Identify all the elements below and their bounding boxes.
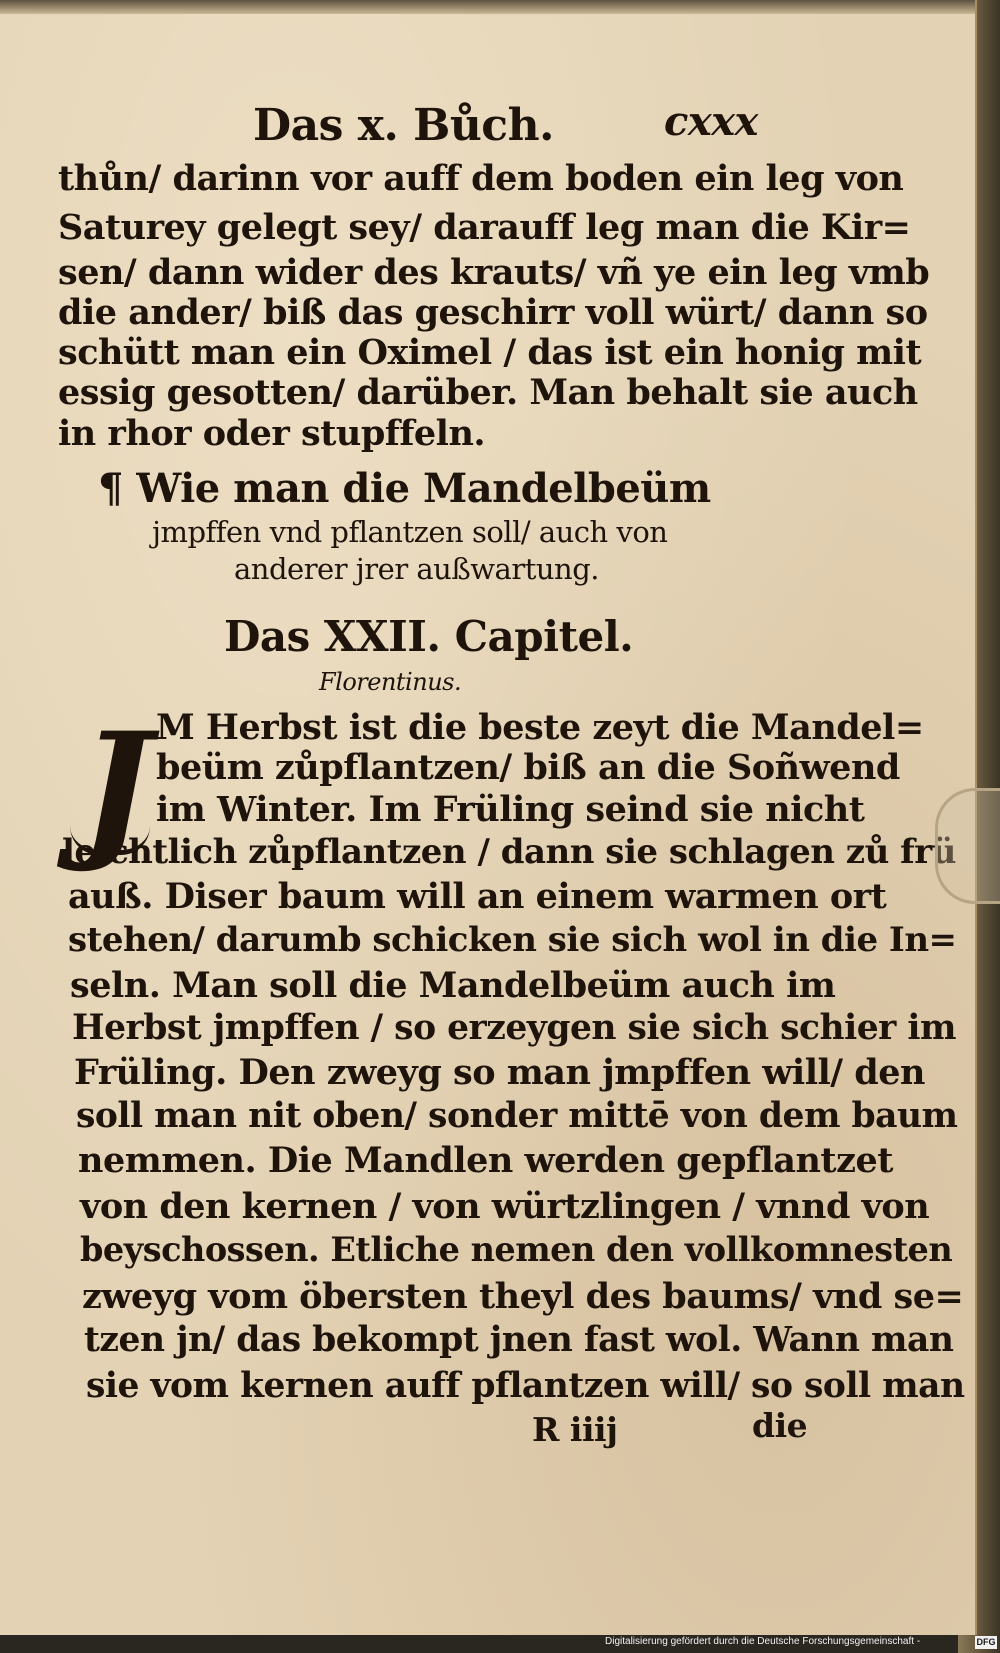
page-top-shadow [0, 0, 975, 14]
body-line: Herbst jmpffen / so erzeygen sie sich schier im [72, 1008, 956, 1048]
body-line: beyschossen. Etliche nemen den vollkomnesten [80, 1230, 953, 1269]
signature-mark: R iiij [532, 1410, 618, 1449]
body-line: im Winter. Im Früling seind sie nicht [156, 789, 865, 830]
body-line: von den kernen / von würtzlingen / vnnd von [80, 1186, 930, 1227]
body-line: beüm zůpflantzen/ biß an die Soñwend [156, 747, 900, 788]
digitization-credit: Digitalisierung gefördert durch die Deutsche Forschungsgemeinschaft - [605, 1636, 921, 1647]
body-line: schütt man ein Oximel / das ist ein honig mit [58, 332, 922, 373]
section-subheading-line: anderer jrer außwartung. [234, 552, 599, 586]
body-line: Früling. Den zweyg so man jmpffen will/ den [74, 1052, 925, 1093]
body-line: sie vom kernen auff pflantzen will/ so soll man [86, 1366, 965, 1406]
body-line: nemmen. Die Mandlen werden gepflantzet [78, 1140, 893, 1181]
body-line: soll man nit oben/ sonder mittē von dem baum [76, 1096, 958, 1136]
body-line: thůn/ darinn vor auff dem boden ein leg von [58, 158, 904, 199]
body-line: in rhor oder stupffeln. [58, 413, 486, 454]
body-line: essig gesotten/ darüber. Man behalt sie auch [58, 372, 918, 413]
decorated-initial: J [80, 700, 152, 876]
body-line: M Herbst ist die beste zeyt die Mandel= [156, 707, 924, 748]
body-line: sen/ dann wider des krauts/ vñ ye ein leg vmb [58, 252, 930, 293]
chapter-title: Das XXII. Capitel. [224, 612, 634, 661]
body-line: zweyg vom öbersten theyl des baums/ vnd se= [82, 1276, 964, 1317]
body-line: die ander/ biß das geschirr voll würt/ dann so [58, 292, 928, 333]
body-line: leichtlich zůpflantzen / dann sie schlagen zů frü [62, 832, 956, 872]
section-subheading-line: jmpffen vnd pflantzen soll/ auch von [152, 515, 668, 549]
chapter-author: Florentinus. [319, 668, 462, 696]
body-line: Saturey gelegt sey/ darauff leg man die Kir= [58, 207, 911, 248]
folio-number: cxxx [664, 98, 758, 145]
body-line: auß. Diser baum will an einem warmen ort [68, 876, 887, 917]
body-line: stehen/ darumb schicken sie sich wol in die In= [68, 920, 957, 960]
body-line: tzen jn/ das bekompt jnen fast wol. Wann man [84, 1320, 954, 1360]
running-head-title: Das x. Bůch. [253, 100, 554, 151]
section-heading: ¶ Wie man die Mandelbeüm [98, 465, 711, 512]
bookmark-clasp [935, 788, 1000, 904]
dfg-logo-badge: DFG [976, 1637, 996, 1647]
body-line: seln. Man soll die Mandelbeüm auch im [70, 965, 836, 1006]
catchword: die [752, 1406, 808, 1445]
